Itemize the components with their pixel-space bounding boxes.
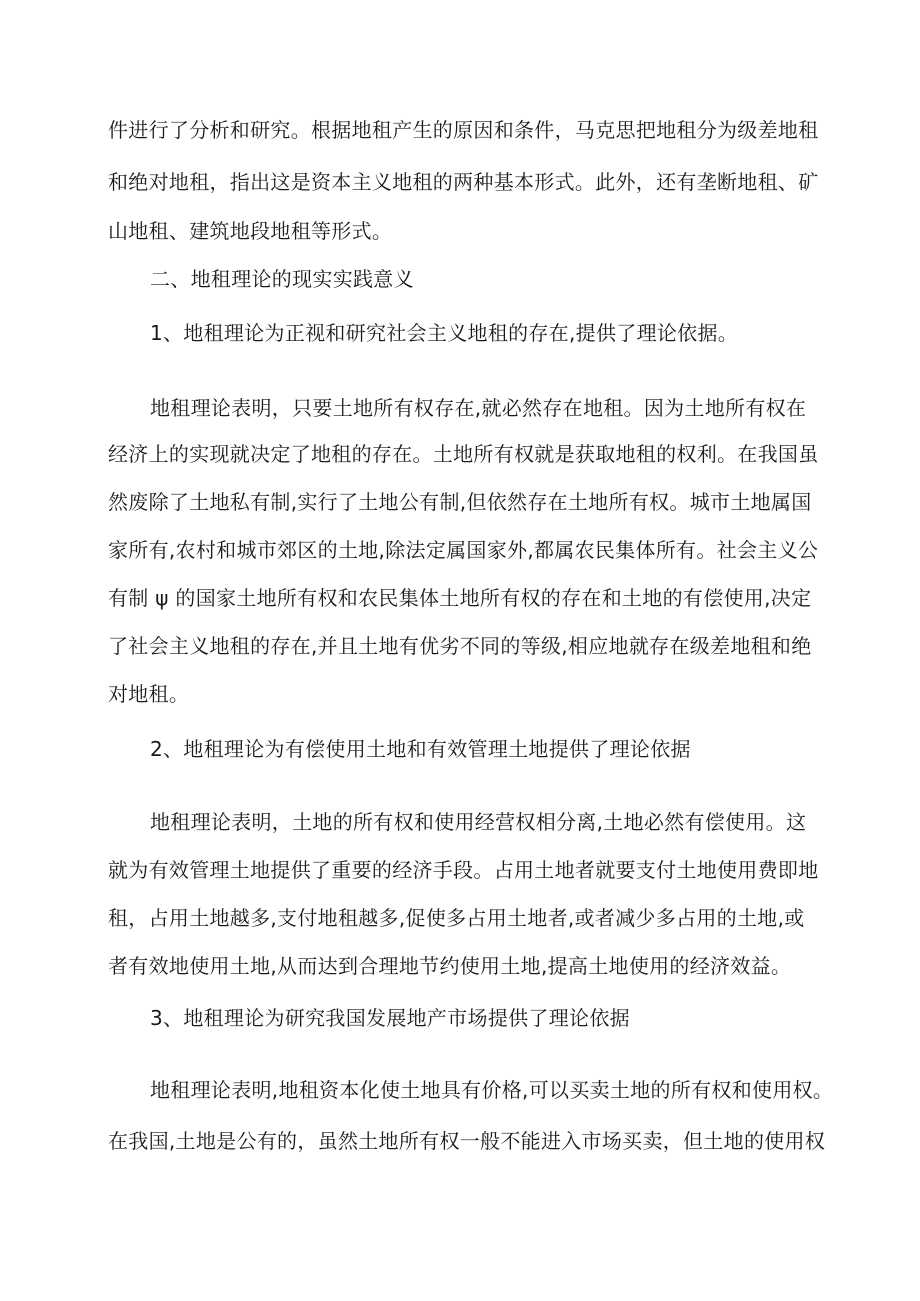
point1-heading: 1、地租理论为正视和研究社会主义地租的存在,提供了理论依据。 — [150, 321, 739, 345]
point2-line-2: 就为有效管理土地提供了重要的经济手段。占用土地者就要支付土地使用费即地 — [108, 858, 819, 882]
point3-line-1: 地租理论表明,地租资本化使土地具有价格,可以买卖土地的所有权和使用权。 — [150, 1078, 834, 1102]
point1-line-1: 地租理论表明，只要土地所有权存在,就必然存在地租。因为土地所有权在 — [150, 396, 807, 420]
point3-line-2: 在我国,土地是公有的，虽然土地所有权一般不能进入市场买卖，但土地的使用权 — [108, 1129, 826, 1153]
point1-line-2: 经济上的实现就决定了地租的存在。土地所有权就是获取地租的权利。在我国虽 — [108, 442, 819, 466]
point1-line-6: 了社会主义地租的存在,并且土地有优劣不同的等级,相应地就存在级差地租和绝 — [108, 634, 812, 658]
point1-line-3: 然废除了土地私有制,实行了土地公有制,但依然存在土地所有权。城市土地属国 — [108, 490, 812, 514]
intro-line-3: 山地租、建筑地段地租等形式。 — [108, 219, 393, 243]
point3-heading: 3、地租理论为研究我国发展地产市场提供了理论依据 — [150, 1006, 630, 1030]
point2-line-3: 租，占用土地越多,支付地租越多,促使多占用土地者,或者减少多占用的土地,或 — [108, 906, 805, 930]
point2-line-1: 地租理论表明，土地的所有权和使用经营权相分离,土地必然有偿使用。这 — [150, 810, 807, 834]
point1-line-5: 有制 ψ 的国家土地所有权和农民集体土地所有权的存在和土地的有偿使用,决定 — [108, 586, 812, 610]
intro-line-2: 和绝对地租，指出这是资本主义地租的两种基本形式。此外，还有垄断地租、矿 — [108, 170, 819, 194]
point2-line-4: 者有效地使用土地,从而达到合理地节约使用土地,提高土地使用的经济效益。 — [108, 954, 792, 978]
intro-line-1: 件进行了分析和研究。根据地租产生的原因和条件，马克思把地租分为级差地租 — [108, 118, 819, 142]
point1-line-4: 家所有,农村和城市郊区的土地,除法定属国家外,都属农民集体所有。社会主义公 — [108, 538, 819, 562]
point1-line-7: 对地租。 — [108, 682, 190, 706]
section-heading: 二、地租理论的现实实践意义 — [150, 267, 414, 291]
point2-heading: 2、地租理论为有偿使用土地和有效管理土地提供了理论依据 — [150, 737, 691, 761]
